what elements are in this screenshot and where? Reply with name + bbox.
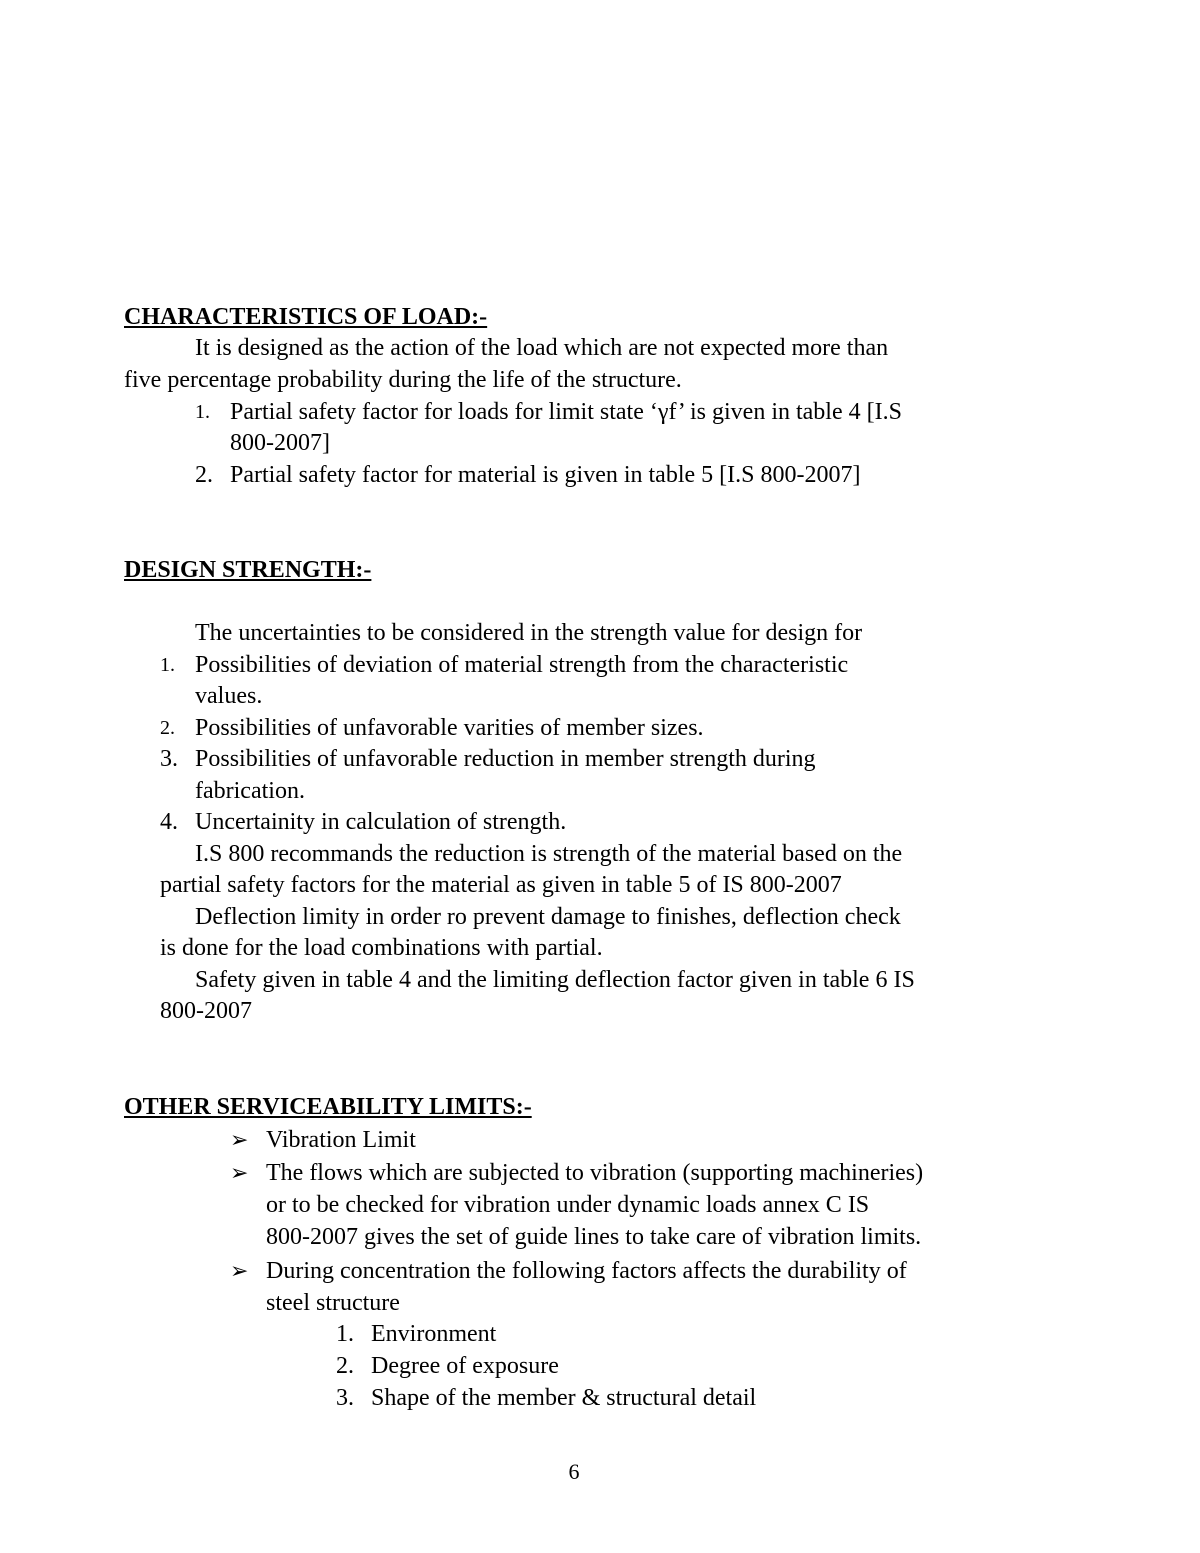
paragraph-line: 800-2007: [160, 998, 252, 1024]
list-item-text: Shape of the member & structural detail: [371, 1385, 757, 1411]
list-item-text: Degree of exposure: [371, 1353, 559, 1379]
section-heading-other-serviceability-limits: OTHER SERVICEABILITY LIMITS:-: [124, 1094, 532, 1120]
list-number: 1.: [336, 1321, 354, 1347]
bullet-item-text: Vibration Limit: [266, 1127, 416, 1153]
list-item-text: Environment: [371, 1321, 497, 1347]
list-item-text: Uncertainity in calculation of strength.: [195, 809, 567, 835]
list-item-text: Partial safety factor for loads for limit state ‘γf’ is given in table 4 [I.S: [230, 399, 902, 425]
paragraph-line: is done for the load combinations with partial.: [160, 935, 603, 961]
paragraph-line: The uncertainties to be considered in the strength value for design for: [195, 620, 863, 646]
list-number: 2.: [336, 1353, 354, 1379]
bullet-item-text: or to be checked for vibration under dynamic loads annex C IS: [266, 1192, 870, 1218]
list-number: 2.: [195, 462, 213, 488]
paragraph-line: Safety given in table 4 and the limiting deflection factor given in table 6 IS: [195, 967, 915, 993]
list-item-text: Possibilities of deviation of material strength from the characteristic: [195, 652, 849, 678]
arrow-bullet-icon: ➢: [230, 1258, 249, 1283]
paragraph-line: five percentage probability during the life of the structure.: [124, 367, 682, 393]
arrow-bullet-icon: ➢: [230, 1127, 249, 1152]
section-heading-design-strength: DESIGN STRENGTH:-: [124, 557, 372, 583]
list-number: 2.: [160, 717, 175, 739]
list-item-text: Partial safety factor for material is given in table 5 [I.S 800-2007]: [230, 462, 861, 488]
paragraph-line: Deflection limity in order ro prevent damage to finishes, deflection check: [195, 904, 901, 930]
paragraph-line: It is designed as the action of the load which are not expected more than: [195, 335, 889, 361]
bullet-item-text: The flows which are subjected to vibration (supporting machineries): [266, 1160, 924, 1186]
list-number: 1.: [195, 401, 210, 423]
page-number: 6: [568, 1459, 580, 1484]
list-number: 3.: [336, 1385, 354, 1411]
list-item-text: fabrication.: [195, 778, 305, 804]
list-number: 3.: [160, 746, 178, 772]
list-item-text: 800-2007]: [230, 430, 330, 456]
list-item-text: Possibilities of unfavorable reduction in member strength during: [195, 746, 816, 772]
list-item-text: values.: [195, 683, 263, 709]
paragraph-line: I.S 800 recommands the reduction is strength of the material based on the: [195, 841, 903, 867]
bullet-item-text: 800-2007 gives the set of guide lines to take care of vibration limits.: [266, 1224, 922, 1250]
section-heading-characteristics-of-load: CHARACTERISTICS OF LOAD:-: [124, 304, 488, 330]
arrow-bullet-icon: ➢: [230, 1160, 249, 1185]
paragraph-line: partial safety factors for the material as given in table 5 of IS 800-2007: [160, 872, 842, 898]
list-number: 1.: [160, 654, 175, 676]
list-item-text: Possibilities of unfavorable varities of member sizes.: [195, 715, 704, 741]
list-number: 4.: [160, 809, 178, 835]
bullet-item-text: steel structure: [266, 1290, 400, 1316]
bullet-item-text: During concentration the following factors affects the durability of: [266, 1258, 907, 1284]
